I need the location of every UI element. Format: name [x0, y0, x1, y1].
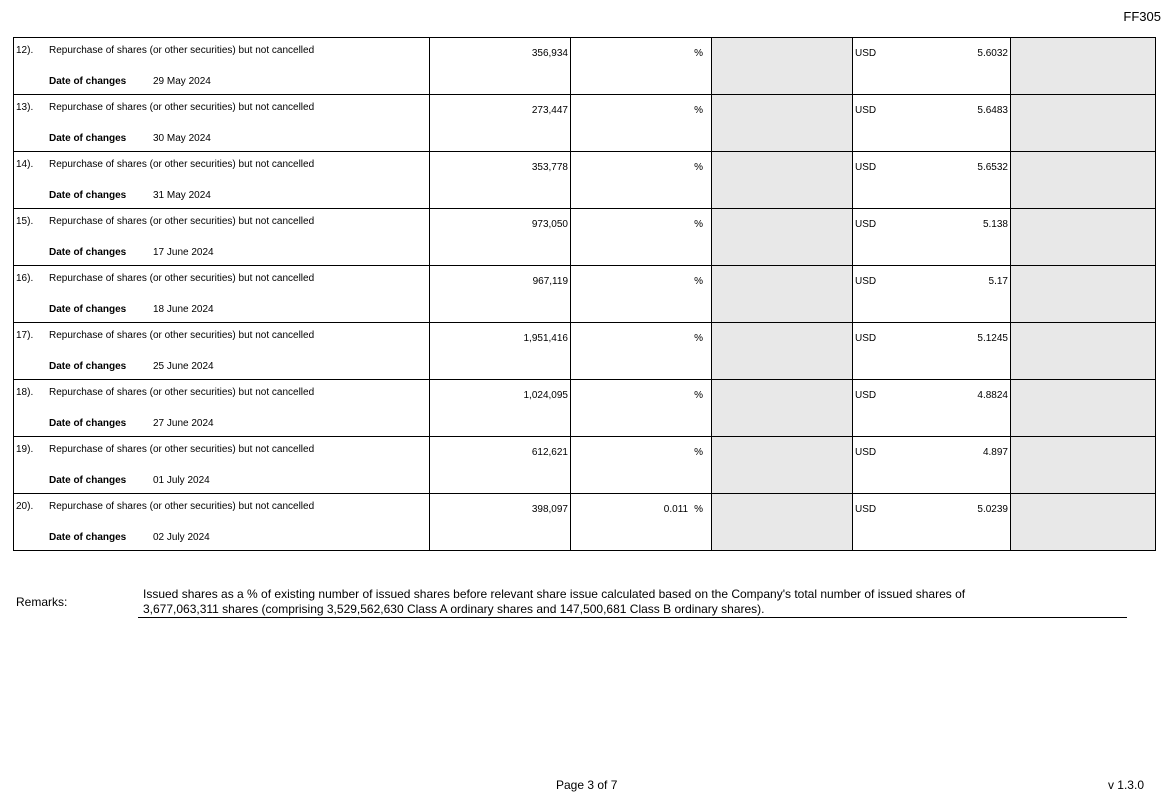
percentage-cell	[571, 152, 712, 209]
percentage	[688, 105, 703, 116]
date-of-changes-value: 02 July 2024	[153, 532, 210, 543]
date-of-changes-label: Date of changes	[49, 247, 127, 258]
change-description: Repurchase of shares (or other securities) but not cancelled	[49, 102, 315, 113]
date-of-changes-label: Date of changes	[49, 532, 127, 543]
price-cell	[853, 38, 1011, 95]
price-per-share: 5.6532	[977, 162, 1008, 173]
currency: USD	[855, 333, 877, 344]
change-description: Repurchase of shares (or other securities) but not cancelled	[49, 330, 315, 341]
description-cell	[14, 95, 430, 152]
percentage-value: 0.011	[663, 504, 689, 515]
currency: USD	[855, 276, 877, 287]
price-per-share: 5.138	[982, 219, 1008, 230]
percent-sign: %	[694, 504, 703, 515]
price-per-share: 5.0239	[977, 504, 1008, 515]
number-of-shares: 612,621	[531, 447, 568, 458]
shaded-cell	[1011, 380, 1156, 437]
shaded-cell	[712, 266, 853, 323]
date-of-changes-value: 17 June 2024	[153, 247, 214, 258]
date-of-changes-value: 30 May 2024	[153, 133, 211, 144]
table-row	[14, 38, 1156, 95]
number-of-shares: 967,119	[532, 276, 568, 287]
currency: USD	[855, 162, 877, 173]
percent-sign: %	[694, 390, 703, 401]
currency: USD	[855, 105, 877, 116]
price-cell	[853, 380, 1011, 437]
percentage-cell	[571, 209, 712, 266]
price-per-share: 5.17	[988, 276, 1008, 287]
shaded-cell	[712, 437, 853, 494]
date-of-changes-label: Date of changes	[49, 475, 127, 486]
percent-sign: %	[694, 333, 703, 344]
shares-cell	[430, 209, 571, 266]
change-description: Repurchase of shares (or other securities) but not cancelled	[49, 501, 315, 512]
table-row	[14, 494, 1156, 551]
price-per-share: 4.8824	[977, 390, 1008, 401]
shaded-cell	[1011, 437, 1156, 494]
date-of-changes-label: Date of changes	[49, 418, 127, 429]
number-of-shares: 1,951,416	[523, 333, 568, 344]
number-of-shares: 398,097	[531, 504, 568, 515]
shaded-cell	[1011, 152, 1156, 209]
currency: USD	[855, 219, 877, 230]
date-of-changes-label: Date of changes	[49, 133, 127, 144]
price-cell	[853, 209, 1011, 266]
shares-cell	[430, 437, 571, 494]
row-number: 13).	[16, 102, 34, 113]
description-cell	[14, 380, 430, 437]
shaded-cell	[712, 380, 853, 437]
remarks-text	[138, 587, 1123, 618]
price-cell	[853, 266, 1011, 323]
percent-sign: %	[694, 219, 703, 230]
date-of-changes-value: 29 May 2024	[153, 76, 211, 87]
row-number: 20).	[16, 501, 34, 512]
percentage-cell	[571, 95, 712, 152]
price-per-share: 5.1245	[977, 333, 1008, 344]
table-row	[14, 152, 1156, 209]
description-cell	[14, 209, 430, 266]
percentage-cell	[571, 323, 712, 380]
shaded-cell	[1011, 95, 1156, 152]
change-description: Repurchase of shares (or other securities) but not cancelled	[49, 216, 315, 227]
description-cell	[14, 266, 430, 323]
shares-cell	[430, 323, 571, 380]
percentage-cell	[571, 437, 712, 494]
price-cell	[853, 494, 1011, 551]
page-number: Page 3 of 7	[556, 778, 618, 792]
price-cell	[853, 437, 1011, 494]
number-of-shares: 273,447	[531, 105, 568, 116]
remarks-line-2: 3,677,063,311 shares (comprising 3,529,562,630 Class A ordinary shares and 147,500,681 Class B ordinary shares).	[138, 602, 1127, 618]
shaded-cell	[1011, 494, 1156, 551]
shaded-cell	[712, 323, 853, 380]
date-of-changes-value: 27 June 2024	[153, 418, 214, 429]
number-of-shares: 356,934	[531, 48, 568, 59]
price-cell	[853, 323, 1011, 380]
percentage	[688, 390, 703, 401]
percentage	[688, 447, 703, 458]
number-of-shares: 973,050	[531, 219, 568, 230]
percent-sign: %	[694, 276, 703, 287]
percentage	[664, 504, 703, 515]
price-per-share: 5.6483	[977, 105, 1008, 116]
currency: USD	[855, 447, 877, 458]
date-of-changes-label: Date of changes	[49, 304, 127, 315]
currency: USD	[855, 504, 877, 515]
currency: USD	[855, 390, 877, 401]
number-of-shares: 353,778	[531, 162, 568, 173]
table-body	[14, 38, 1156, 551]
change-description: Repurchase of shares (or other securities) but not cancelled	[49, 273, 315, 284]
shares-cell	[430, 266, 571, 323]
date-of-changes-value: 31 May 2024	[153, 190, 211, 201]
remarks-line-1: Issued shares as a % of existing number of issued shares before relevant share issue calculated based on the Company's total number of issued shares of	[143, 587, 966, 601]
shares-cell	[430, 95, 571, 152]
price-cell	[853, 152, 1011, 209]
price-cell	[853, 95, 1011, 152]
shaded-cell	[1011, 209, 1156, 266]
row-number: 12).	[16, 45, 34, 56]
table-row	[14, 380, 1156, 437]
remarks-label: Remarks:	[16, 595, 68, 609]
row-number: 16).	[16, 273, 34, 284]
percent-sign: %	[694, 48, 703, 59]
description-cell	[14, 437, 430, 494]
percentage	[688, 162, 703, 173]
description-cell	[14, 38, 430, 95]
percentage-cell	[571, 266, 712, 323]
version-label: v 1.3.0	[1107, 778, 1144, 792]
date-of-changes-label: Date of changes	[49, 76, 127, 87]
shaded-cell	[712, 152, 853, 209]
percentage-cell	[571, 380, 712, 437]
shares-cell	[430, 494, 571, 551]
change-description: Repurchase of shares (or other securities) but not cancelled	[49, 159, 315, 170]
shaded-cell	[712, 494, 853, 551]
form-code: FF305	[1123, 9, 1161, 24]
description-cell	[14, 152, 430, 209]
change-description: Repurchase of shares (or other securities) but not cancelled	[49, 387, 315, 398]
percent-sign: %	[694, 447, 703, 458]
change-description: Repurchase of shares (or other securities) but not cancelled	[49, 444, 315, 455]
row-number: 19).	[16, 444, 34, 455]
percentage	[688, 219, 703, 230]
shaded-cell	[1011, 323, 1156, 380]
percent-sign: %	[694, 105, 703, 116]
shares-cell	[430, 380, 571, 437]
shaded-cell	[1011, 38, 1156, 95]
shares-cell	[430, 38, 571, 95]
percentage-cell	[571, 38, 712, 95]
row-number: 18).	[16, 387, 34, 398]
percentage	[688, 276, 703, 287]
description-cell	[14, 323, 430, 380]
shaded-cell	[712, 95, 853, 152]
percent-sign: %	[694, 162, 703, 173]
price-per-share: 4.897	[982, 447, 1008, 458]
shaded-cell	[712, 209, 853, 266]
price-per-share: 5.6032	[977, 48, 1008, 59]
currency: USD	[855, 48, 877, 59]
date-of-changes-label: Date of changes	[49, 361, 127, 372]
date-of-changes-label: Date of changes	[49, 190, 127, 201]
shaded-cell	[712, 38, 853, 95]
percentage	[688, 333, 703, 344]
table-row	[14, 209, 1156, 266]
row-number: 15).	[16, 216, 34, 227]
change-description: Repurchase of shares (or other securities) but not cancelled	[49, 45, 315, 56]
date-of-changes-value: 01 July 2024	[153, 475, 210, 486]
table-row	[14, 266, 1156, 323]
row-number: 17).	[16, 330, 34, 341]
date-of-changes-value: 25 June 2024	[153, 361, 214, 372]
table-row	[14, 437, 1156, 494]
shaded-cell	[1011, 266, 1156, 323]
number-of-shares: 1,024,095	[523, 390, 568, 401]
date-of-changes-value: 18 June 2024	[153, 304, 214, 315]
row-number: 14).	[16, 159, 34, 170]
share-changes-table	[13, 37, 1156, 551]
percentage	[688, 48, 703, 59]
percentage-cell	[571, 494, 712, 551]
description-cell	[14, 494, 430, 551]
table-row	[14, 95, 1156, 152]
table-row	[14, 323, 1156, 380]
shares-cell	[430, 152, 571, 209]
